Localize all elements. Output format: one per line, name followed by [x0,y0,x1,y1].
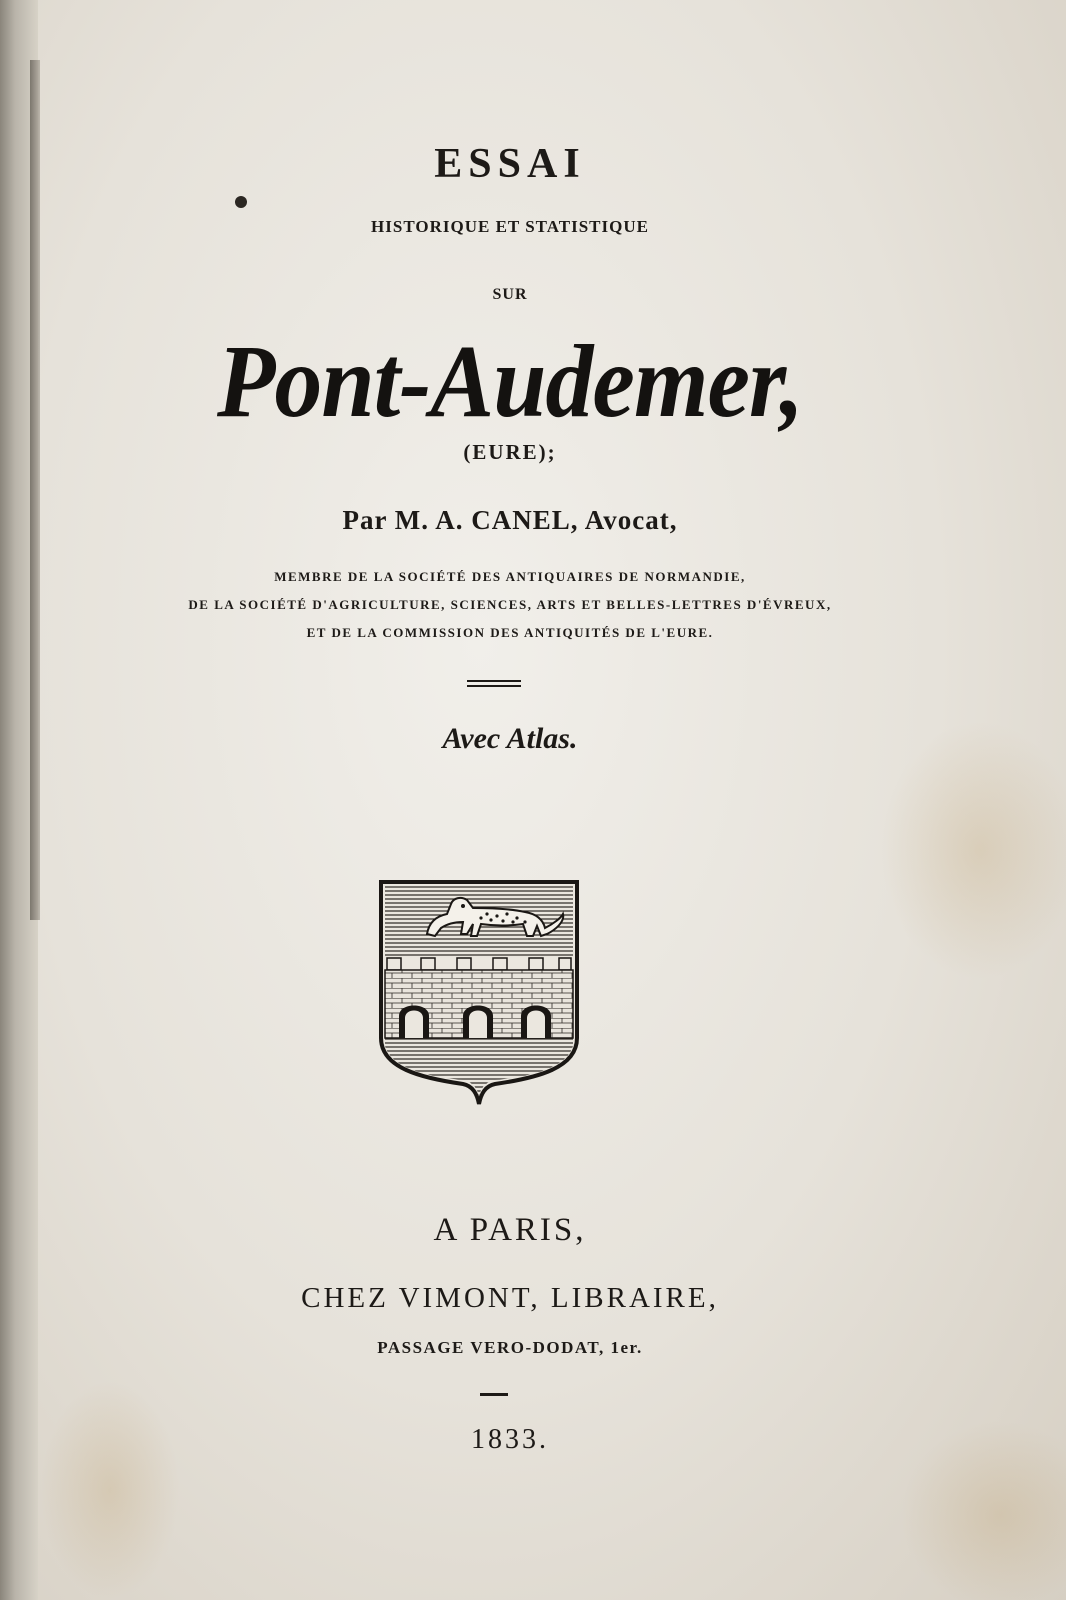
membership-line: DE LA SOCIÉTÉ D'AGRICULTURE, SCIENCES, ARTS ET BELLES-LETTRES D'ÉVREUX, [188,597,832,612]
imprint-publisher: CHEZ VIMONT, LIBRAIRE, [301,1282,719,1314]
ink-spot [235,196,247,208]
spine-shadow [30,60,40,920]
membership-line: ET DE LA COMMISSION DES ANTIQUITÉS DE L'EURE. [306,625,714,640]
main-title: Pont-Audemer, [216,324,804,439]
membership-line: MEMBRE DE LA SOCIÉTÉ DES ANTIQUAIRES DE NORMANDIE, [274,569,746,584]
department: (EURE); [463,440,557,464]
imprint-year: 1833. [471,1424,549,1455]
subtitle: HISTORIQUE ET STATISTIQUE [371,217,649,236]
coat-of-arms-icon [377,878,581,1108]
imprint-city: A PARIS, [433,1212,587,1248]
subtitle-sur: SUR [492,286,528,303]
title-essai: ESSAI [434,141,586,187]
double-rule [467,685,521,687]
author-line: Par M. A. CANEL, Avocat, [342,505,678,535]
atlas-note: Avec Atlas. [442,722,578,755]
paper-stain [880,720,1066,980]
paper-stain [40,1380,180,1600]
double-rule [467,680,521,682]
imprint-address: PASSAGE VERO-DODAT, 1er. [377,1338,643,1357]
short-rule [480,1393,508,1396]
